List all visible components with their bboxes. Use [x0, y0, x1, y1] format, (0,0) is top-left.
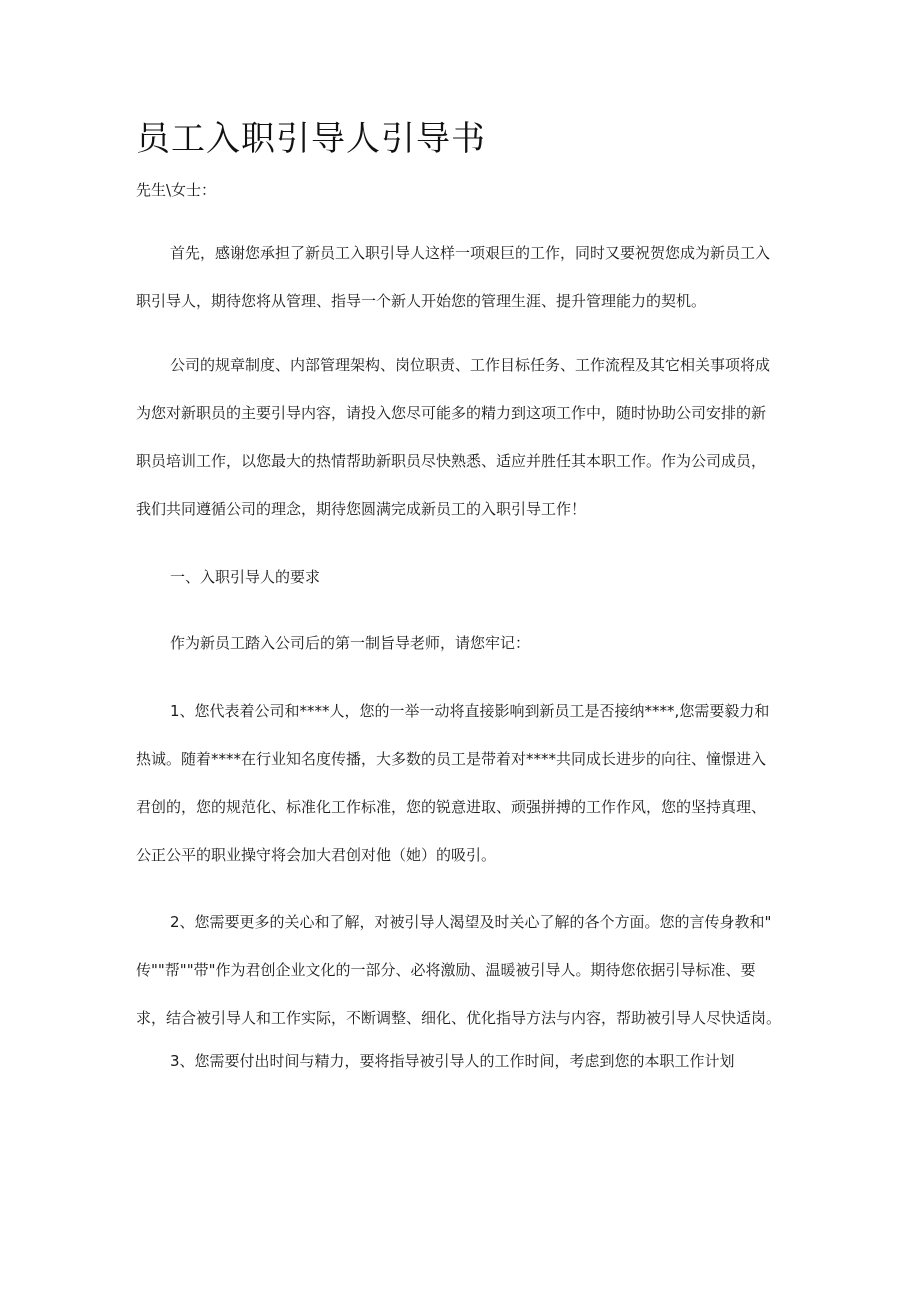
intro-line-1: 首先，感谢您承担了新员工入职引导人这样一项艰巨的工作，同时又要祝贺您成为新员工入: [170, 244, 771, 262]
item1-line-2: 热诚。随着****在行业知名度传播，大多数的员工是带着对****共同成长进步的向往、憧憬进入: [136, 750, 767, 768]
item3-line-1: 3、您需要付出时间与精力，要将指导被引导人的工作时间，考虑到您的本职工作计划: [170, 1052, 735, 1070]
body-line-1: 公司的规章制度、内部管理架构、岗位职责、工作目标任务、工作流程及其它相关事项将成: [170, 356, 771, 374]
body-line-2: 为您对新职员的主要引导内容，请投入您尽可能多的精力到这项工作中，随时协助公司安排的新: [136, 404, 767, 422]
intro-line-2: 职引导人，期待您将从管理、指导一个新人开始您的管理生涯、提升管理能力的契机。: [136, 292, 707, 310]
body-line-4: 我们共同遵循公司的理念，期待您圆满完成新员工的入职引导工作！: [136, 500, 587, 518]
body-line-3: 职员培训工作，以您最大的热情帮助新职员尽快熟悉、适应并胜任其本职工作。作为公司成员，: [136, 452, 767, 470]
item2-line-2: 传""帮""带"作为君创企业文化的一部分、必将激励、温暖被引导人。期待您依据引导标准、要: [136, 961, 756, 979]
salutation: 先生\女士：: [136, 181, 217, 199]
section-lead: 作为新员工踏入公司后的第一制旨导老师，请您牢记：: [170, 634, 531, 652]
item1-line-3: 君创的，您的规范化、标准化工作标准，您的锐意进取、顽强拼搏的工作作风，您的坚持真理、: [136, 798, 767, 816]
item2-line-3: 求，结合被引导人和工作实际，不断调整、细化、优化指导方法与内容，帮助被引导人尽快适岗。: [136, 1009, 782, 1027]
item1-line-4: 公正公平的职业操守将会加大君创对他（她）的吸引。: [136, 846, 497, 864]
document-title: 员工入职引导人引导书: [136, 119, 486, 159]
item1-line-1: 1、您代表着公司和****人，您的一举一动将直接影响到新员工是否接纳****,您需要毅力和: [170, 702, 770, 720]
item2-line-1: 2、您需要更多的关心和了解，对被引导人渴望及时关心了解的各个方面。您的言传身教和": [170, 913, 772, 931]
section-heading: 一、入职引导人的要求: [170, 568, 321, 586]
